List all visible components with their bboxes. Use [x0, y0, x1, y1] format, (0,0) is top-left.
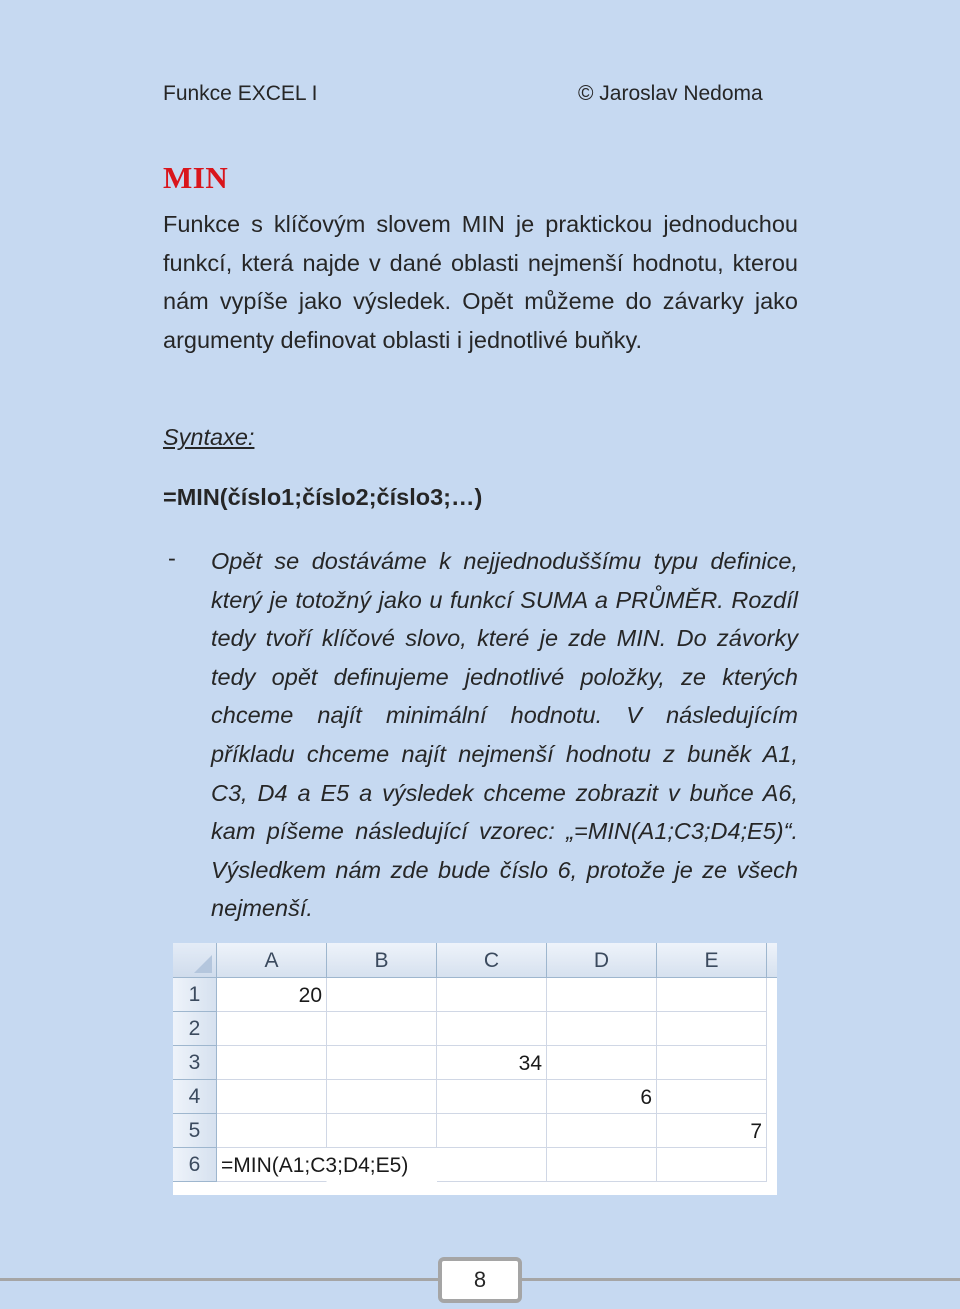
- empty-cell: [547, 1046, 657, 1080]
- bullet-text: Opět se dostáváme k nejjednoduššímu typu definice, který je totožný jako u funkcí SUMA a PRŮMĚR. Rozdíl tedy tvoří klíčové slovo, které je zde MIN. Do závorky tedy opět definujeme jednotlivé položky, ze kterých chceme najít minimální hodnotu. V následujícím příkladu chceme najít nejmenší hodnotu z buněk A1, C3, D4 a E5 a výsledek chceme zobrazit v buňce A6, kam píšeme následující vzorec: „=MIN(A1;C3;D4;E5)“. Výsledkem nám zde bude číslo 6, protože je ze všech nejmenší.: [211, 548, 798, 922]
- empty-cell: [657, 1080, 767, 1114]
- empty-cell: [547, 1148, 657, 1182]
- column-header-e: E: [657, 943, 767, 978]
- empty-cell: [657, 1148, 767, 1182]
- select-all-corner: [173, 943, 217, 978]
- row-header-6: 6: [173, 1148, 217, 1182]
- empty-cell: [437, 1080, 547, 1114]
- empty-cell: [657, 1046, 767, 1080]
- empty-cell: [547, 978, 657, 1012]
- empty-cell: [217, 1080, 327, 1114]
- row-header-5: 5: [173, 1114, 217, 1148]
- empty-cell: [437, 1148, 547, 1182]
- column-header-b: B: [327, 943, 437, 978]
- syntax-label: Syntaxe:: [163, 424, 255, 450]
- cell-e5: 7: [657, 1114, 767, 1148]
- empty-cell: [327, 1114, 437, 1148]
- empty-cell: [437, 1114, 547, 1148]
- empty-cell: [217, 1114, 327, 1148]
- empty-cell: [657, 1012, 767, 1046]
- row-header-1: 1: [173, 978, 217, 1012]
- empty-cell: [327, 1046, 437, 1080]
- column-header-c: C: [437, 943, 547, 978]
- intro-paragraph: Funkce s klíčovým slovem MIN je praktickou jednoduchou funkcí, která najde v dané oblasti nejmenší hodnotu, kterou nám vypíše jako výsledek. Opět můžeme do závarky jako argumenty definovat oblasti i jednotlivé buňky.: [163, 211, 798, 353]
- empty-cell: [217, 1012, 327, 1046]
- page-number: 8: [438, 1257, 522, 1303]
- row-header-4: 4: [173, 1080, 217, 1114]
- cell-d4: 6: [547, 1080, 657, 1114]
- column-header-f: [767, 943, 777, 978]
- header-left-title: Funkce EXCEL I: [163, 82, 318, 105]
- empty-cell: [217, 1046, 327, 1080]
- spreadsheet-screenshot: [173, 943, 777, 1195]
- column-header-a: A: [217, 943, 327, 978]
- empty-cell: [547, 1114, 657, 1148]
- syntax-formula: =MIN(číslo1;číslo2;číslo3;…): [163, 484, 483, 510]
- cell-c3: 34: [437, 1046, 547, 1080]
- section-title: MIN: [163, 160, 229, 195]
- empty-cell: [327, 978, 437, 1012]
- column-header-d: D: [547, 943, 657, 978]
- cell-a6-formula: =MIN(A1;C3;D4;E5): [217, 1148, 327, 1182]
- empty-cell: [327, 1080, 437, 1114]
- empty-cell: [547, 1012, 657, 1046]
- empty-cell: [657, 978, 767, 1012]
- header-author: © Jaroslav Nedoma: [578, 82, 763, 105]
- empty-cell: [327, 1012, 437, 1046]
- row-header-3: 3: [173, 1046, 217, 1080]
- cell-a1: 20: [217, 978, 327, 1012]
- row-header-2: 2: [173, 1012, 217, 1046]
- empty-cell: [437, 978, 547, 1012]
- bullet-marker: -: [168, 545, 176, 571]
- empty-cell: [437, 1012, 547, 1046]
